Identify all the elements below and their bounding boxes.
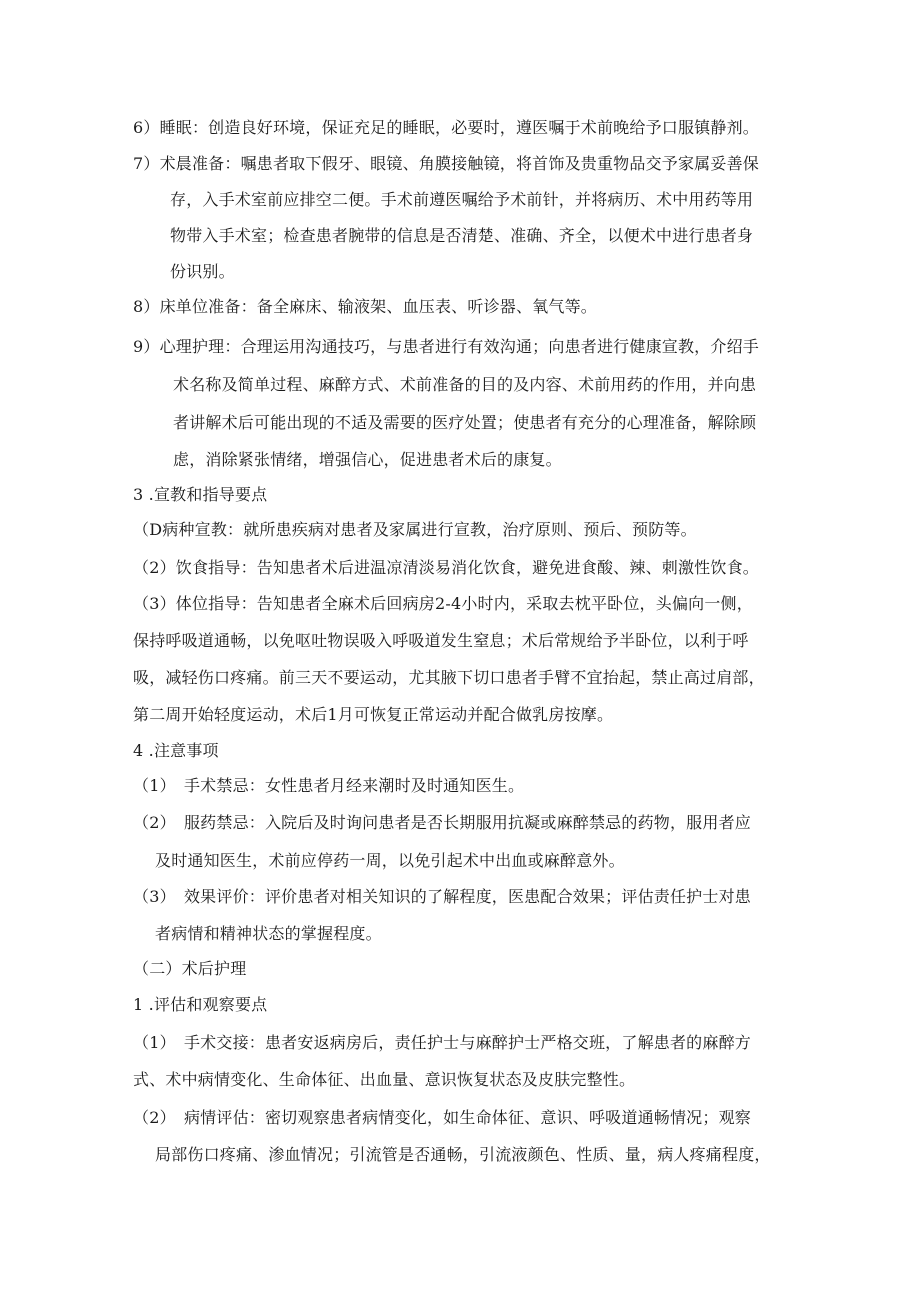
text-line: 术名称及简单过程、麻醉方式、术前准备的目的及内容、术前用药的作用，并向患 [173,375,757,394]
text-line: 者讲解术后可能出现的不适及需要的医疗处置；使患者有充分的心理准备，解除顾 [173,413,757,432]
text-line: 8）床单位准备：备全麻床、输液架、血压表、听诊器、氧气等。 [133,297,597,316]
text-line: （2）饮食指导：告知患者术后进温凉清淡易消化饮食，避免进食酸、辣、刺激性饮食。 [133,558,759,577]
section-heading: 1 .评估和观察要点 [133,995,268,1014]
text-line: 虑，消除紧张情绪，增强信心，促进患者术后的康复。 [173,450,562,469]
text-line: 7）术晨准备：嘱患者取下假牙、眼镜、角膜接触镜，将首饰及贵重物品交予家属妥善保 [133,154,759,173]
text-line: （3） 效果评价：评价患者对相关知识的了解程度，医患配合效果；评估责任护士对患 [133,887,751,906]
text-line: 者病情和精神状态的掌握程度。 [155,924,382,943]
text-line: 9）心理护理：合理运用沟通技巧，与患者进行有效沟通；向患者进行健康宣教，介绍手 [133,337,759,356]
text-line: 局部伤口疼痛、渗血情况；引流管是否通畅，引流液颜色、性质、量，病人疼痛程度， [155,1145,771,1164]
text-line: （1） 手术交接：患者安返病房后，责任护士与麻醉护士严格交班，了解患者的麻醉方 [133,1033,751,1052]
section-heading: 3 .宣教和指导要点 [133,485,268,504]
text-line: （2） 服药禁忌：入院后及时询问患者是否长期服用抗凝或麻醉禁忌的药物，服用者应 [133,813,751,832]
text-line: 6）睡眠：创造良好环境，保证充足的睡眠，必要时，遵医嘱于术前晚给予口服镇静剂。 [133,118,759,137]
text-line: 第二周开始轻度运动，术后1月可恢复正常运动并配合做乳房按摩。 [133,705,614,724]
text-line: 物带入手术室；检查患者腕带的信息是否清楚、准确、齐全，以便术中进行患者身 [170,226,754,245]
section-heading: 4 .注意事项 [133,741,219,760]
text-line: （D病种宣教：就所患疾病对患者及家属进行宣教，治疗原则、预后、预防等。 [133,520,697,539]
text-line: 及时通知医生，术前应停药一周，以免引起术中出血或麻醉意外。 [155,851,625,870]
text-line: （1） 手术禁忌：女性患者月经来潮时及时通知医生。 [133,776,525,795]
text-line: （3）体位指导：告知患者全麻术后回病房2-4小时内，采取去枕平卧位，头偏向一侧， [133,594,753,613]
text-line: 吸，减轻伤口疼痛。前三天不要运动，尤其腋下切口患者手臂不宜抬起，禁止高过肩部， [133,668,765,687]
text-line: 式、术中病情变化、生命体征、出血量、意识恢复状态及皮肤完整性。 [133,1070,636,1089]
text-line: （2） 病情评估：密切观察患者病情变化，如生命体征、意识、呼吸道通畅情况；观察 [133,1108,751,1127]
text-line: 份识别。 [170,262,235,281]
text-line: 存，入手术室前应排空二便。手术前遵医嘱给予术前针，并将病历、术中用药等用 [170,190,754,209]
text-line: 保持呼吸道通畅，以免呕吐物误吸入呼吸道发生窒息；术后常规给予半卧位，以利于呼 [133,631,749,650]
section-heading: （二）术后护理 [133,959,247,978]
